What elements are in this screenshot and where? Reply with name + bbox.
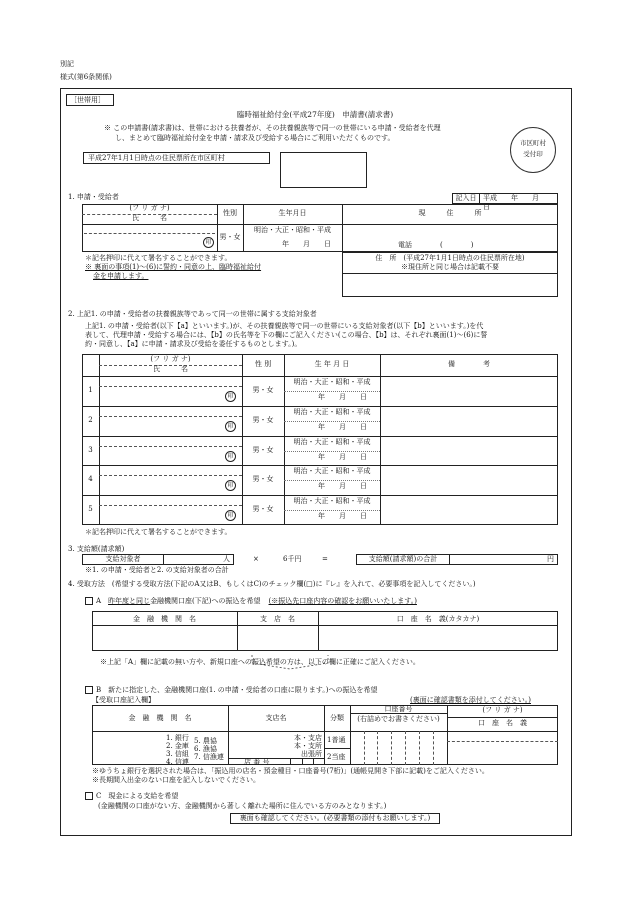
option-b-label: B 新たに指定した、金融機関口座(1. の申請・受給者の口座に限ります。)への振込を希望	[96, 686, 378, 694]
bank-type-6[interactable]: 6. 漁協	[194, 745, 217, 753]
dependent-era-options[interactable]: 明治・大正・昭和・平成	[293, 497, 371, 505]
dependent-name-field[interactable]	[99, 495, 242, 524]
b-bank-header: 金 融 機 関 名	[128, 714, 192, 722]
option-a[interactable]	[85, 597, 417, 606]
appendix-label: 別記	[60, 60, 74, 68]
b-account-holder-field[interactable]	[448, 732, 557, 764]
account-type-1[interactable]: 1普通	[327, 736, 346, 744]
section4-title: 4. 受取方法 (希望する受取方法(下記のA又はB、もしくはC)のチェック欄(□)に『レ』を入れて、必要事項を記入してください。)	[68, 580, 476, 588]
entry-date-box[interactable]	[452, 193, 558, 211]
pledge-note-line2: 金を申請します。	[93, 272, 149, 280]
dependent-gender[interactable]: 男・女	[252, 446, 274, 454]
seal-mark: 印	[225, 480, 236, 491]
dependent-era-options[interactable]: 明治・大正・昭和・平成	[293, 467, 371, 475]
equals-sign: =	[322, 555, 328, 563]
branch-type-1[interactable]: 本・支店	[294, 734, 322, 742]
option-b[interactable]	[85, 686, 377, 695]
b-account-number-field[interactable]	[351, 732, 446, 764]
option-a-instruction: ※上記「A」欄に記載の無い方や、新規口座への振込希望の方は、以下の欄に正確にご記入ください。	[100, 658, 420, 666]
section1-title: 1. 申請・受給者	[68, 193, 119, 201]
b-entry-label: 【受取口座記入欄】	[92, 696, 155, 704]
pledge-note-line1: ※ 裏面の事項(1)～(6)に誓約・同意の上、臨時福祉給付	[85, 263, 262, 271]
reception-stamp	[510, 127, 556, 173]
applicant-gender-header: 性別	[223, 209, 237, 217]
dependent-gender[interactable]: 男・女	[252, 505, 274, 513]
bank-type-1[interactable]: 1. 銀行	[166, 734, 189, 742]
applicant-address-header: 現 住 所	[418, 209, 482, 217]
dormant-account-note: ※長期間入出金のない口座を記入しないでください。	[92, 776, 260, 784]
total-amount-label: 支給額(請求額)の合計	[357, 555, 450, 564]
applicant-name-field[interactable]	[82, 224, 217, 252]
option-c-note: (金融機関の口座がない方、金融機関から著しく離れた場所に住んでいる方のみとなります。)	[98, 802, 387, 810]
stamp-line1: 市区町村	[520, 139, 546, 147]
dependent-name-field[interactable]	[99, 436, 242, 465]
dependent-gender[interactable]: 男・女	[252, 475, 274, 483]
dependent-gender[interactable]: 男・女	[252, 416, 274, 424]
dep-birthdate-header: 生 年 月 日	[314, 360, 350, 368]
dependent-name-field[interactable]	[99, 465, 242, 494]
b-type-header: 分類	[330, 714, 344, 722]
household-tag: ［世帯用］	[66, 94, 114, 106]
section2-para1: 上記1. の申請・受給者(以下【a】といいます。)が、その扶養親族等で同一の世帯にいる支給対象者(以下【b】といいます。)を代	[85, 322, 484, 330]
form-style-label: 様式(第6条関係)	[60, 73, 112, 81]
option-b-checkbox[interactable]	[85, 686, 93, 694]
option-a-same-as-last-year: 昨年度と同じ	[108, 597, 151, 605]
dep-seal-note: ＊記名押印に代えて署名することができます。	[85, 528, 232, 536]
section2-title: 2. 上記1. の申請・受給者の扶養親族等であって同一の世帯に属する支給対象者	[68, 310, 317, 318]
bank-type-2[interactable]: 2. 金庫	[166, 742, 189, 750]
option-a-note: (※振込先口座内容の確認をお願いいたします。)	[268, 597, 417, 605]
dependent-row-number: 2	[88, 416, 93, 424]
a-branch-field[interactable]	[238, 626, 317, 650]
option-a-label: 金融機関口座(下記)への振込を希望	[150, 597, 261, 605]
dependent-era-options[interactable]: 明治・大正・昭和・平成	[293, 378, 371, 386]
jan1-address-label: 住 所 (平成27年1月1日時点の住民票所在地)	[375, 254, 525, 262]
intro-line1: ※ この申請書(請求書)は、世帯における扶養者が、その扶養親族等で同一の世帯にいる申請・受給者を代理	[104, 124, 441, 132]
branch-type-options[interactable]	[284, 734, 322, 758]
dependent-name-field[interactable]	[99, 406, 242, 435]
seal-mark: 印	[225, 451, 236, 462]
b-account-no-header: 口座番号	[384, 705, 413, 713]
target-count-field[interactable]	[82, 554, 234, 565]
a-bank-field[interactable]	[93, 626, 236, 650]
option-a-prefix: A	[96, 597, 109, 605]
dep-gender-header: 性 別	[254, 360, 272, 368]
total-amount-field[interactable]	[356, 554, 558, 565]
dependent-name-field[interactable]	[99, 376, 242, 405]
jan1-address-note: ※現住所と同じ場合は記載不要	[401, 263, 499, 271]
a-branch-header: 支 店 名	[260, 615, 295, 623]
phone-label: 電話 ( )	[398, 241, 474, 249]
b-bank-name-field[interactable]	[93, 732, 227, 764]
option-a-checkbox[interactable]	[85, 597, 93, 605]
dep-remarks-header: 備 考	[448, 360, 490, 368]
seal-mark: 印	[225, 510, 236, 521]
persons-unit: 人	[223, 555, 230, 563]
section3-title: 3. 支給額(請求額)	[68, 545, 125, 553]
dependent-row-number: 4	[88, 475, 93, 483]
dashed-arrow-icon	[250, 651, 330, 671]
branch-number-label: 店 番 号	[244, 758, 270, 766]
dependent-ymd[interactable]: 年 月 日	[318, 512, 367, 520]
b-account-no-subheader: (右詰めでお書きください)	[357, 715, 440, 723]
dependent-remarks-field[interactable]	[381, 436, 557, 465]
intro-line2: し、まとめて臨時福祉給付金を申請・請求及び受給する場合にご利用いただくものです。	[115, 134, 395, 142]
dependent-remarks-field[interactable]	[381, 465, 557, 494]
dependent-ymd[interactable]: 年 月 日	[318, 423, 367, 431]
dependent-ymd[interactable]: 年 月 日	[318, 482, 367, 490]
seal-mark: 印	[225, 391, 236, 402]
branch-type-3[interactable]: 出張所	[301, 750, 322, 758]
b-furigana-header: (フ リ ガ ナ)	[482, 706, 523, 714]
applicant-ymd[interactable]: 年 月 日	[282, 240, 331, 248]
applicant-era-options[interactable]: 明治・大正・昭和・平成	[254, 226, 331, 234]
branch-type-2[interactable]: 本・支所	[294, 742, 322, 750]
back-confirm-notice: 裏面も確認してください。(必要書類の添付もお願いします。)	[230, 813, 440, 824]
times-sign: ×	[253, 555, 259, 563]
applicant-gender-value[interactable]: 男・女	[219, 233, 241, 241]
entry-date-label: 記入日	[453, 194, 480, 203]
section2-para3: 約・同意し、【a】に申請・請求及び受給を委任するものとします。)。	[85, 340, 302, 348]
seal-mark: 印	[203, 237, 214, 248]
entry-date-value: 平成 年 月 日	[483, 194, 553, 211]
bank-type-5[interactable]: 5. 農協	[194, 737, 217, 745]
unit-amount: 6千円	[283, 555, 302, 563]
dependent-remarks-field[interactable]	[381, 376, 557, 405]
form-title: 臨時福祉給付金(平成27年度) 申請書(請求書)	[236, 110, 394, 119]
dep-furigana-header: (フ リ ガ ナ)	[150, 355, 191, 363]
applicant-name-header: 氏 名	[132, 214, 167, 222]
jan1-address-box[interactable]	[342, 252, 558, 297]
option-c[interactable]	[85, 792, 178, 801]
applicant-furigana-header: (フ リ ガ ナ)	[129, 204, 170, 212]
b-holder-header: 口 座 名 義	[478, 719, 527, 727]
b-entry-note: (裏面に確認書類を添付してください。)	[410, 696, 531, 704]
dependent-ymd[interactable]: 年 月 日	[318, 393, 367, 401]
stamp-line2: 受付印	[523, 150, 543, 158]
dependent-row-number: 1	[88, 386, 93, 394]
target-count-label: 支給対象者	[83, 555, 164, 564]
residence-municipality-field[interactable]	[280, 152, 367, 188]
dep-name-header: 氏 名	[153, 365, 188, 373]
bank-type-4[interactable]: 4. 信連	[166, 758, 189, 766]
dependent-ymd[interactable]: 年 月 日	[318, 453, 367, 461]
seal-note: ＊記名押印に代えて署名することができます。	[85, 254, 232, 262]
dependent-gender[interactable]: 男・女	[252, 386, 274, 394]
dependent-row-number: 5	[88, 505, 93, 513]
applicant-address-field[interactable]	[342, 224, 558, 252]
dependent-era-options[interactable]: 明治・大正・昭和・平成	[293, 438, 371, 446]
residence-municipality-label: 平成27年1月1日時点の住民票所在市区町村	[83, 152, 270, 164]
dependent-row-number: 3	[88, 446, 93, 454]
option-c-label: C 現金による支給を希望	[96, 792, 179, 800]
section2-para2: 表して、代理申請・受給する場合には、【b】の氏名等を下の欄にご記入ください(この場合、【b】は、それぞれ裏面(1)～(6)に誓	[85, 331, 488, 339]
account-type-2[interactable]: 2当座	[327, 753, 346, 761]
option-c-checkbox[interactable]	[85, 792, 93, 800]
b-branch-header: 支店名	[265, 714, 287, 722]
bank-type-7[interactable]: 7. 信漁連	[194, 753, 224, 761]
yen-unit: 円	[547, 555, 554, 563]
bank-type-3[interactable]: 3. 信組	[166, 750, 189, 758]
a-bank-header: 金 融 機 関 名	[133, 615, 196, 623]
applicant-birthdate-header: 生年月日	[278, 209, 307, 217]
seal-mark: 印	[225, 421, 236, 432]
dependent-era-options[interactable]: 明治・大正・昭和・平成	[293, 408, 371, 416]
dependent-remarks-field[interactable]	[381, 406, 557, 435]
a-holder-header: 口 座 名 義(カタカナ)	[396, 615, 480, 623]
yucho-note: ※ゆうちょ銀行を選択された場合は、「振込用の店名・預金種目・口座番号(7桁)」(通帳見開き下部に記載)をご記入ください。	[92, 767, 489, 775]
dependent-remarks-field[interactable]	[381, 495, 557, 524]
section3-note: ※1. の申請・受給者と2. の支給対象者の合計	[85, 566, 229, 574]
a-holder-field[interactable]	[319, 626, 557, 650]
